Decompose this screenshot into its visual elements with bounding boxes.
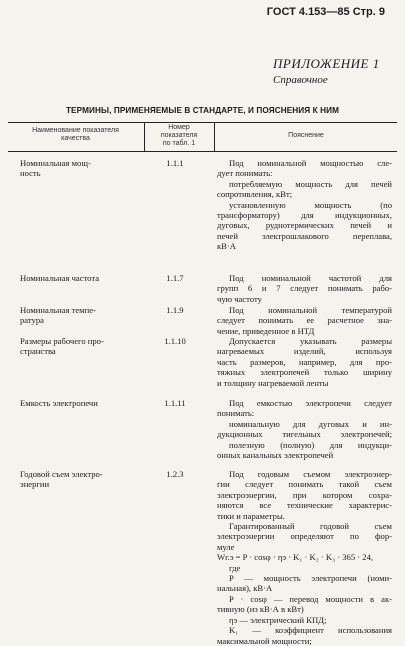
term-number: 1.2.3 bbox=[166, 469, 184, 479]
explanation-line: электроэнергии, при котором сохра- bbox=[217, 489, 392, 500]
page-header: ГОСТ 4.153—85 Стр. 9 bbox=[266, 6, 385, 18]
explanation-line: онных канальных электропечей bbox=[217, 450, 334, 461]
explanation-line: кВ·А bbox=[217, 241, 236, 252]
explanation-line: Под годовым съемом электроэнер- bbox=[229, 469, 392, 479]
explanation-line: нальная), кВ·А bbox=[217, 583, 273, 594]
appendix-block bbox=[273, 56, 383, 86]
term-name bbox=[20, 398, 142, 408]
explanation-line: Под номинальной частотой для bbox=[229, 273, 392, 283]
term-name-line: ратура bbox=[20, 315, 44, 326]
term-name bbox=[20, 158, 142, 179]
explanation-line: тяжных электропечей только ширину bbox=[217, 367, 392, 378]
explanation-line: Под номинальной мощностью сле- bbox=[229, 158, 392, 168]
explanation-line: Под емкостью электропечи следует bbox=[229, 398, 392, 408]
explanation-line: дует понимать: bbox=[217, 168, 273, 179]
term-name bbox=[20, 305, 142, 326]
term-explanation bbox=[217, 398, 392, 460]
term-name-line: странства bbox=[20, 346, 56, 357]
explanation-line: максимальной мощности; bbox=[217, 635, 312, 646]
explanation-line: где bbox=[229, 562, 241, 573]
term-name-line: Емкость электропечи bbox=[20, 398, 98, 408]
explanation-line: групп 6 и 7 следует понимать рабо- bbox=[217, 283, 392, 294]
explanation-line: чую частоту bbox=[217, 293, 262, 304]
table-header bbox=[8, 122, 397, 152]
explanation-line: нагреваемых изделий, используя bbox=[217, 346, 392, 357]
explanation-line: тики и параметры. bbox=[217, 510, 285, 521]
term-name-line: Годовой съем электро- bbox=[20, 469, 103, 479]
term-explanation bbox=[217, 469, 392, 646]
term-name-line: Номинальная мощ- bbox=[20, 158, 91, 168]
term-number: 1.1.1 bbox=[166, 158, 184, 168]
explanation-line: Допускается указывать размеры bbox=[229, 336, 392, 346]
term-name bbox=[20, 469, 142, 490]
term-explanation bbox=[217, 305, 392, 336]
explanation-line: трансформатору) для индукционных, bbox=[217, 210, 392, 221]
explanation-line: понимать: bbox=[217, 408, 255, 419]
term-number: 1.1.10 bbox=[164, 336, 186, 346]
explanation-line: муле bbox=[217, 541, 235, 552]
column-header-name-line: качества bbox=[61, 135, 90, 142]
term-explanation bbox=[217, 158, 392, 252]
term-explanation bbox=[217, 273, 392, 304]
column-header-name bbox=[8, 127, 143, 143]
term-name-line: энергии bbox=[20, 479, 50, 490]
explanation-line: P — мощность электропечи (номи- bbox=[229, 573, 392, 584]
column-header-number-line: по табл. 1 bbox=[162, 140, 196, 147]
term-name-line: ность bbox=[20, 168, 41, 179]
column-header-number-line: показателя bbox=[160, 132, 198, 139]
column-header-explanation: Пояснение bbox=[288, 132, 324, 139]
term-number: 1.1.11 bbox=[164, 398, 186, 408]
column-header-number-line: Номер bbox=[168, 124, 190, 131]
column-header-number bbox=[145, 124, 213, 148]
column-header-name-line: Наименование показателя bbox=[32, 127, 119, 134]
term-name-line: Номинальная частота bbox=[20, 273, 100, 283]
explanation-line: дуговых, руднотермических печей и bbox=[217, 220, 392, 231]
term-number: 1.1.7 bbox=[166, 273, 184, 283]
explanation-line: полезную (полную) для индукци- bbox=[229, 439, 392, 450]
section-heading: ТЕРМИНЫ, ПРИМЕНЯЕМЫЕ В СТАНДАРТЕ, И ПОЯСНЕНИЯ К НИМ bbox=[65, 106, 340, 115]
explanation-line: дукционных тигельных электропечей; bbox=[217, 429, 392, 440]
term-name-line: Номинальная темпе- bbox=[20, 305, 96, 315]
explanation-line: установленную мощность (по bbox=[229, 199, 392, 210]
term-name bbox=[20, 273, 142, 283]
explanation-line: печей электрошлакового переплава, bbox=[217, 230, 392, 241]
explanation-line: электроэнергии определяют по фор- bbox=[217, 531, 392, 542]
explanation-line: потребляемую мощность для печей bbox=[229, 178, 392, 189]
explanation-line: P · cosφ — перевод мощности в ак- bbox=[229, 593, 392, 604]
explanation-line: няются все технические характерис- bbox=[217, 500, 392, 511]
term-name-line: Размеры рабочего про- bbox=[20, 336, 104, 346]
explanation-line: гии следует понимать такой съем bbox=[217, 479, 392, 490]
appendix-subtitle: Справочное bbox=[273, 74, 328, 86]
explanation-line: тивную (из кВ·А в кВт) bbox=[217, 604, 304, 615]
explanation-line: следует понимать ее расчетное зна- bbox=[217, 315, 392, 326]
explanation-line: Wг.э = P · cosφ · ηэ · K₁ · K₂ · K₃ · 365 · 24, bbox=[217, 552, 374, 563]
term-explanation bbox=[217, 336, 392, 388]
explanation-line: чение, приведенное в НТД bbox=[217, 325, 315, 336]
explanation-line: часть размеров, например, для про- bbox=[217, 356, 392, 367]
explanation-line: номинальную для дуговых и ин- bbox=[229, 418, 392, 429]
term-number: 1.1.9 bbox=[166, 305, 184, 315]
explanation-line: и толщину нагреваемой ленты bbox=[217, 377, 329, 388]
explanation-line: K₁ — коэффициент использования bbox=[229, 625, 392, 636]
explanation-line: Гарантированный годовой съем bbox=[229, 521, 392, 532]
explanation-line: ηэ — электрический КПД; bbox=[229, 614, 327, 625]
explanation-line: Под номинальной температурой bbox=[229, 305, 392, 315]
explanation-line: сопротивления, кВт; bbox=[217, 189, 293, 200]
appendix-title: ПРИЛОЖЕНИЕ 1 bbox=[273, 56, 380, 71]
term-name bbox=[20, 336, 142, 357]
